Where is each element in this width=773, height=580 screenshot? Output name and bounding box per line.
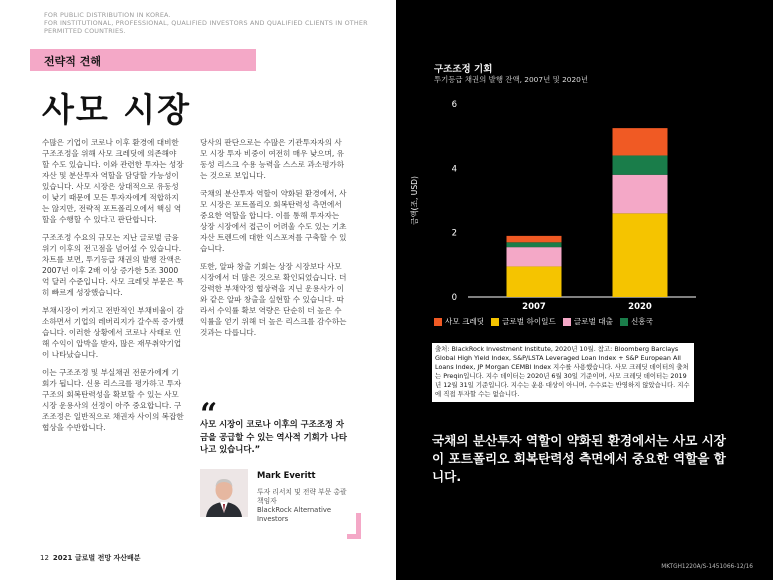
y-axis-label: 금액(조, USD) (410, 176, 419, 225)
disclaimer: FOR PUBLIC DISTRIBUTION IN KOREA. FOR INSTITUTIONAL, PROFESSIONAL, QUALIFIED INVESTORS AND QUALIFIED CLIENTS IN OTHER PERMITTED COUNTRIES. (44, 11, 368, 35)
body-paragraph: 당사의 판단으로는 수많은 기관투자자의 사모 시장 투자 비중이 여전히 매우 낮으며, 유동성 리스크 수용 능력을 스스로 과소평가하는 것으로 보입니다. (200, 138, 345, 180)
legend-swatch (491, 318, 499, 326)
bar-segment (613, 128, 668, 155)
legend-label: 사모 크레딧 (445, 317, 485, 326)
source-note: 출처: BlackRock Investment Institute, 2020년 10월. 참고: Bloomberg Barclays Global High Yield Index, S&P/LSTA Leveraged Loan Index + S&P European All Loans Index, JP Morgan CEMBI Index 지수를 사용했습니다. 사모 크레딧 데이터의 출처는 Preqin입니다. 지수 데이터는 2020년 6월 30일 기준이며, 사모 크레딧 데이터는 2019년 12월 31일 기준입니다. 지수는 운용 대상이 아니며, 수수료는 반영하지 않았습니다. 지수에 직접 투자할 수는 없습니다. (432, 343, 694, 402)
section-tag (30, 49, 256, 71)
bar-segment (613, 155, 668, 174)
legend-label: 신흥국 (630, 317, 653, 326)
body-paragraph: 이는 구조조정 및 부실채권 전문가에게 기회가 됩니다. 신용 리스크를 평가하고 투자 구조의 회복탄력성을 확보할 수 있는 사모 시장 운용사의 선정이 아주 중요합니다. 구조조정은 일반적으로 채권자 사이의 복잡한 협상을 수반합니다. (42, 368, 184, 432)
legend-swatch (563, 318, 571, 326)
author-name: Mark Everitt (257, 470, 316, 480)
legend-item (620, 316, 653, 327)
highlight-statement: 국채의 분산투자 역할이 약화된 환경에서는 사모 시장이 포트폴리오 회복탄력성 측면에서 중요한 역할을 합니다. (432, 433, 726, 484)
bar-segment (507, 236, 562, 242)
legend-label: 글로벌 대출 (573, 317, 613, 326)
y-tick-label: 2 (451, 228, 457, 239)
chart-legend (434, 316, 653, 327)
middle-column (200, 137, 348, 345)
bar-segment (613, 213, 668, 297)
bar-segment (507, 266, 562, 297)
body-paragraph: 또한, 알파 창출 기회는 상장 시장보다 사모 시장에서 더 많은 것으로 확인되었습니다. 더 강력한 부채약정 협상력을 지닌 운용사가 이와 같은 알파 창출을 실현할 수 있습니다. 따라서 수익률 확보 역량은 단순히 더 높은 수익률을 얻기 위해 더 높은 리스크를 감수하는 것과는 다릅니다. (200, 262, 347, 337)
body-paragraph: 부채시장이 커지고 전반적인 부채비율이 감소하면서 기업의 레버리지가 갈수록 증가했습니다. 이러한 상황에서 코로나 사태로 인해 수익이 압박을 받자, 많은 재무취약기업이 나타났습니다. (42, 306, 184, 359)
body-paragraph: 수많은 기업이 코로나 이후 환경에 대비한 구조조정을 위해 사모 크레딧에 의존해야 할 수도 있습니다. 이와 관련한 투자는 성장자산 및 분산투자 역할을 담당할 가능성이 있습니다. 사모 시장은 상대적으로 유동성이 낮기 때문에 모든 투자자에게 적합하지는 않지만, 전략적 포트폴리오에서 핵심 역할을 수행할 수 있다고 판단합니다. (42, 138, 184, 224)
bar-segment (507, 247, 562, 266)
pull-quote: 사모 시장이 코로나 이후의 구조조정 자금을 공급할 수 있는 역사적 기회가 나타나고 있습니다.” (200, 419, 347, 454)
body-paragraph: 구조조정 수요의 규모는 지난 글로벌 금융위기 이후의 전고점을 넘어설 수 있습니다. 차트를 보면, 투기등급 채권의 발행 잔액은 2007년 이후 2배 이상 증가한 5조 3000억 달러 수준입니다. 사모 크레딧 부문은 특히 빠르게 성장했습니다. (42, 233, 184, 297)
legend-swatch (434, 318, 442, 326)
bar-chart (396, 90, 726, 312)
corner-bracket-decoration (347, 513, 361, 539)
bar-segment (507, 242, 562, 247)
legend-item (491, 316, 556, 327)
footer (40, 553, 141, 563)
legend-item (563, 316, 613, 327)
y-tick-label: 0 (451, 293, 457, 303)
page-number: 12 (40, 554, 49, 562)
x-tick-label: 2020 (628, 302, 652, 312)
section-label: 전략적 견해 (44, 55, 101, 68)
bar-segment (613, 175, 668, 214)
chart-title: 구조조정 기회 (434, 64, 493, 75)
body-paragraph: 국채의 분산투자 역할이 약화된 환경에서, 사모 시장은 포트폴리오 회복탄력성 측면에서 중요한 역할을 합니다. 이를 통해 투자자는 상장 시장에서 접근이 어려울 수도 있는 기초자산 트렌드에 대한 익스포저를 구축할 수 있습니다. (200, 189, 347, 253)
y-tick-label: 4 (451, 164, 457, 175)
page-title: 사모 시장 (42, 90, 192, 129)
left-column (42, 137, 184, 440)
legend-label: 글로벌 하이일드 (502, 317, 556, 326)
x-tick-label: 2007 (522, 302, 546, 312)
legend-item (434, 316, 484, 327)
avatar (200, 469, 248, 517)
person-portrait-icon (200, 469, 248, 517)
document-code: MKTGH1220A/S-1451066-12/16 (661, 564, 753, 570)
legend-swatch (620, 318, 628, 326)
y-tick-label: 6 (451, 100, 457, 110)
publication-name: 2021 글로벌 전망 자산배분 (52, 554, 141, 562)
quote-mark-icon: “ (200, 397, 218, 432)
chart-subtitle: 투기등급 채권의 발행 잔액, 2007년 및 2020년 (434, 75, 589, 84)
author-title: 투자 리서치 및 전략 부문 총괄 책임자 BlackRock Alternative Investors (257, 488, 347, 523)
